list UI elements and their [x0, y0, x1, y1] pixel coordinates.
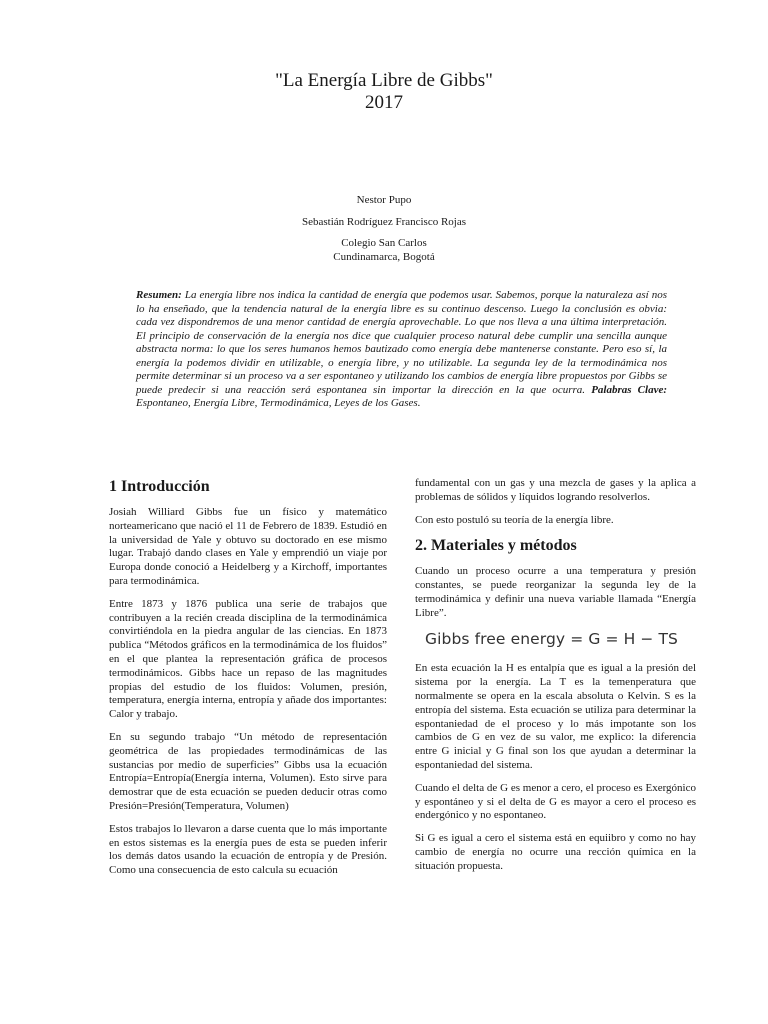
- gibbs-equation: Gibbs free energy = G = H − TS: [425, 629, 678, 648]
- paper-title: [0, 70, 768, 114]
- section-heading-materiales: 2. Materiales y métodos: [415, 537, 577, 555]
- paragraph: Estos trabajos lo llevaron a darse cuenta que lo más importante en estos sistemas es la energía pues de esta se pueden inferir los demás datos usando la ecuación de entropía y de Presión. Como una consecuencia de esto calcula su ecuación: [109, 822, 387, 877]
- paragraph: Cuando un proceso ocurre a una temperatura y presión constantes, se puede reorganizar la segunda ley de la termodinámica y definir una nueva variable llamada “Energía Libre”.: [415, 565, 696, 619]
- author-2: Sebastián Rodríguez Francisco Rojas: [301, 216, 467, 228]
- location: Cundinamarca, Bogotá: [333, 251, 435, 263]
- paragraph: fundamental con un gas y una mezcla de gases y la aplica a problemas de sólidos y líquidos logrando resolverlos.: [415, 477, 696, 503]
- paragraph: Entre 1873 y 1876 publica una serie de trabajos que contribuyen a la recién creada disciplina de la termodinámica convirtiéndola en la piedra angular de las ciencias. En 1873 publica “Métodos gráficos en la termodinámica de los fluidos” en el que plantea la representación gráfica de procesos termodinámicos. Gibbs hace un repaso de las magnitudes propias del estudio de los fluidos: Volumen, presión, temperatura, energía interna, entropía y añade dos importantes: Calor y trabajo.: [109, 597, 387, 721]
- paragraph: Si G es igual a cero el sistema está en equiibro y como no hay cambio de energía no ocurre una rección química en la situación propuesta.: [415, 832, 696, 872]
- title-year: 2017: [365, 92, 403, 113]
- author-1: Nestor Pupo: [356, 194, 412, 206]
- paragraph: Cuando el delta de G es menor a cero, el proceso es Exergónico y espontáneo y si el delta de G es mayor a cero el proceso es endergónico y no espontaneo.: [415, 781, 696, 822]
- keywords-label: Palabras Clave:: [591, 383, 667, 396]
- paragraph: En su segundo trabajo “Un método de representación geométrica de las propiedades termodinámicas de las sustancias por medio de superficies” Gibbs usa la ecuación Entropía=Entropía(Energía interna, Volumen). Esto sirve para demostrar que de esta ecuación se pueden deducir otras como Presión=Presión(Temperatura, Volumen): [109, 730, 387, 812]
- abstract-label: Resumen:: [136, 289, 182, 301]
- title-line: "La Energía Libre de Gibbs": [275, 70, 493, 91]
- right-column: [415, 477, 696, 883]
- left-column: [109, 477, 387, 887]
- keywords: Espontaneo, Energía Libre, Termodinámica, Leyes de los Gases.: [136, 397, 421, 410]
- abstract: [136, 289, 667, 411]
- section-heading-introduccion: 1 Introducción: [109, 478, 210, 495]
- paragraph: Josiah Williard Gibbs fue un físico y matemático norteamericano que nació el 11 de Febrero de 1839. Estudió en la universidad de Yale y obtuvo su doctorado en ese mismo lugar. Trabajó dando clases en Yale y emprendió un viaje por Europa donde conoció a Heidelberg y a Kirchoff, importantes para termodinámica.: [109, 506, 387, 587]
- abstract-text: La energía libre nos indica la cantidad de energía que podemos usar. Sabemos, porque la naturaleza así nos lo ha enseñado, que la tendencia natural de la energía libre es su continuo descenso. Luego la conclusión es obvia: cada vez dispondremos de una menor cantidad de energía aprovechable. Lo que nos lleva a una última interpretación. El principio de conservación de la energía nos dice que cualquier proceso natural debe cumplir una sencilla aunque abstracta norma: lo que los seres humanos hemos bautizado como energía debe mantenerse constante. Pero eso sí, la energía la podemos dividir en utilizable, o energía libre, y no utilizable. La segunda ley de la termodinámica nos permite determinar si un proceso va a ser espontaneo y utilizando los cambios de energía libre propuestos por Gibbs se puede predecir si una reacción será espontanea sin importar la dirección en la que ocurra.: [136, 289, 667, 396]
- paragraph: Con esto postuló su teoría de la energía libre.: [415, 513, 614, 526]
- affiliation: Colegio San Carlos: [341, 237, 427, 249]
- paragraph: En esta ecuación la H es entalpía que es igual a la presión del sistema por la energía. La T es la temenperatura que normalmente se opera en la escala absoluta o Kelvin. S es la entropía del sistema. Esta ecuación se utiliza para determinar la espontaniedad de el proceso y lo más impotante son los cambios de G en vez de su valor, me explico: la diferencia entre G inicial y G final son los que ayudan a determinar la espontaniedad del sistema.: [415, 662, 696, 771]
